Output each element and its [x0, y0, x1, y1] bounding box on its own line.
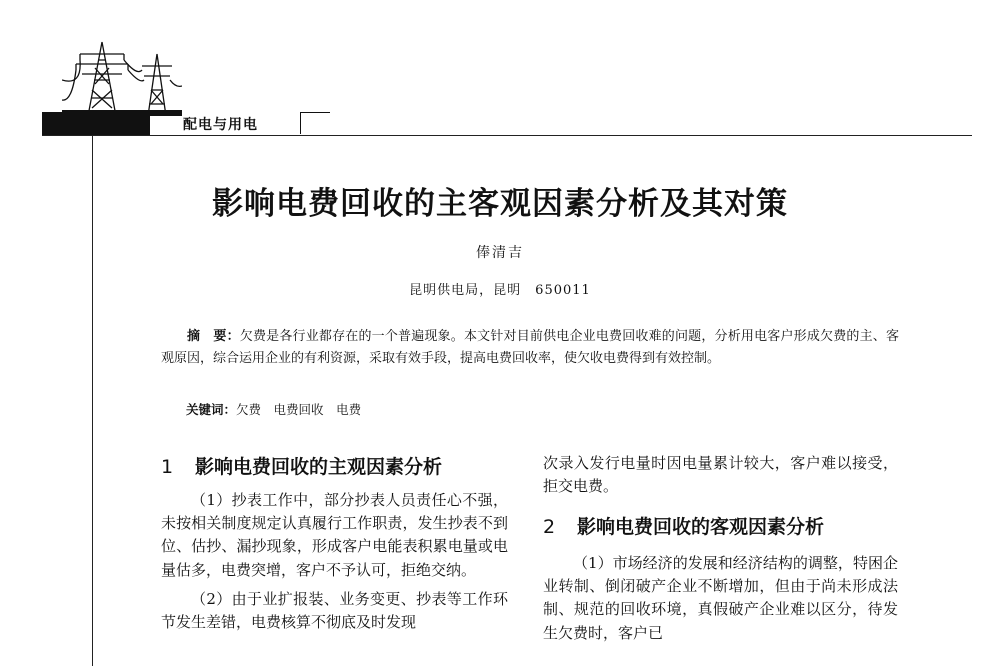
left-column-body — [161, 489, 508, 634]
header-black-bar — [42, 112, 150, 136]
author-name: 俸清吉 — [476, 245, 524, 261]
section-number: 2 — [543, 516, 556, 538]
header-rule — [42, 135, 972, 136]
abstract-label: 摘 要： — [187, 329, 240, 344]
keyword: 欠费 — [236, 402, 262, 417]
abstract — [161, 326, 899, 369]
keywords — [186, 400, 361, 418]
section-heading-text: 影响电费回收的客观因素分析 — [577, 516, 825, 538]
right-column-body — [543, 552, 898, 645]
section-heading — [161, 452, 442, 479]
right-column-continuation — [543, 452, 898, 498]
margin-rule — [92, 136, 93, 666]
paragraph: （1）抄表工作中，部分抄表人员责任心不强，未按相关制度规定认真履行工作职责，发生抄表不到位、估抄、漏抄现象，形成客户电能表积累电量或电量估多，电费突增，客户不予认可，拒绝交纳。 — [161, 491, 508, 579]
keyword: 电费回收 — [273, 402, 324, 417]
section-label: 配电与用电 — [183, 117, 258, 133]
keyword: 电费 — [336, 402, 362, 417]
abstract-text: 欠费是各行业都存在的一个普遍现象。本文针对目前供电企业电费回收难的问题，分析用电客户形成欠费的主、客观原因，综合运用企业的有利资源，采取有效手段，提高电费回收率，使欠收电费得到有效控制。 — [161, 329, 899, 366]
section-number: 1 — [161, 456, 174, 478]
paragraph: （2）由于业扩报装、业务变更、抄表等工作环节发生差错，电费核算不彻底及时发现 — [161, 589, 508, 632]
transmission-tower-icon — [62, 40, 182, 116]
header-divider-vertical — [300, 112, 301, 134]
section-heading — [543, 512, 824, 539]
header-divider — [300, 112, 330, 113]
paragraph: （1）市场经济的发展和经济结构的调整，特困企业转制、倒闭破产企业不断增加，但由于尚未形成法制、规范的回收环境，真假破产企业难以区分，待发生欠费时，客户已 — [543, 554, 898, 642]
author-affiliation: 昆明供电局，昆明 650011 — [409, 283, 591, 298]
keywords-label: 关键词： — [186, 402, 237, 417]
section-heading-text: 影响电费回收的主观因素分析 — [195, 456, 443, 478]
paragraph: 次录入发行电量时因电量累计较大，客户难以接受，拒交电费。 — [543, 454, 898, 496]
article-title: 影响电费回收的主客观因素分析及其对策 — [212, 186, 788, 222]
